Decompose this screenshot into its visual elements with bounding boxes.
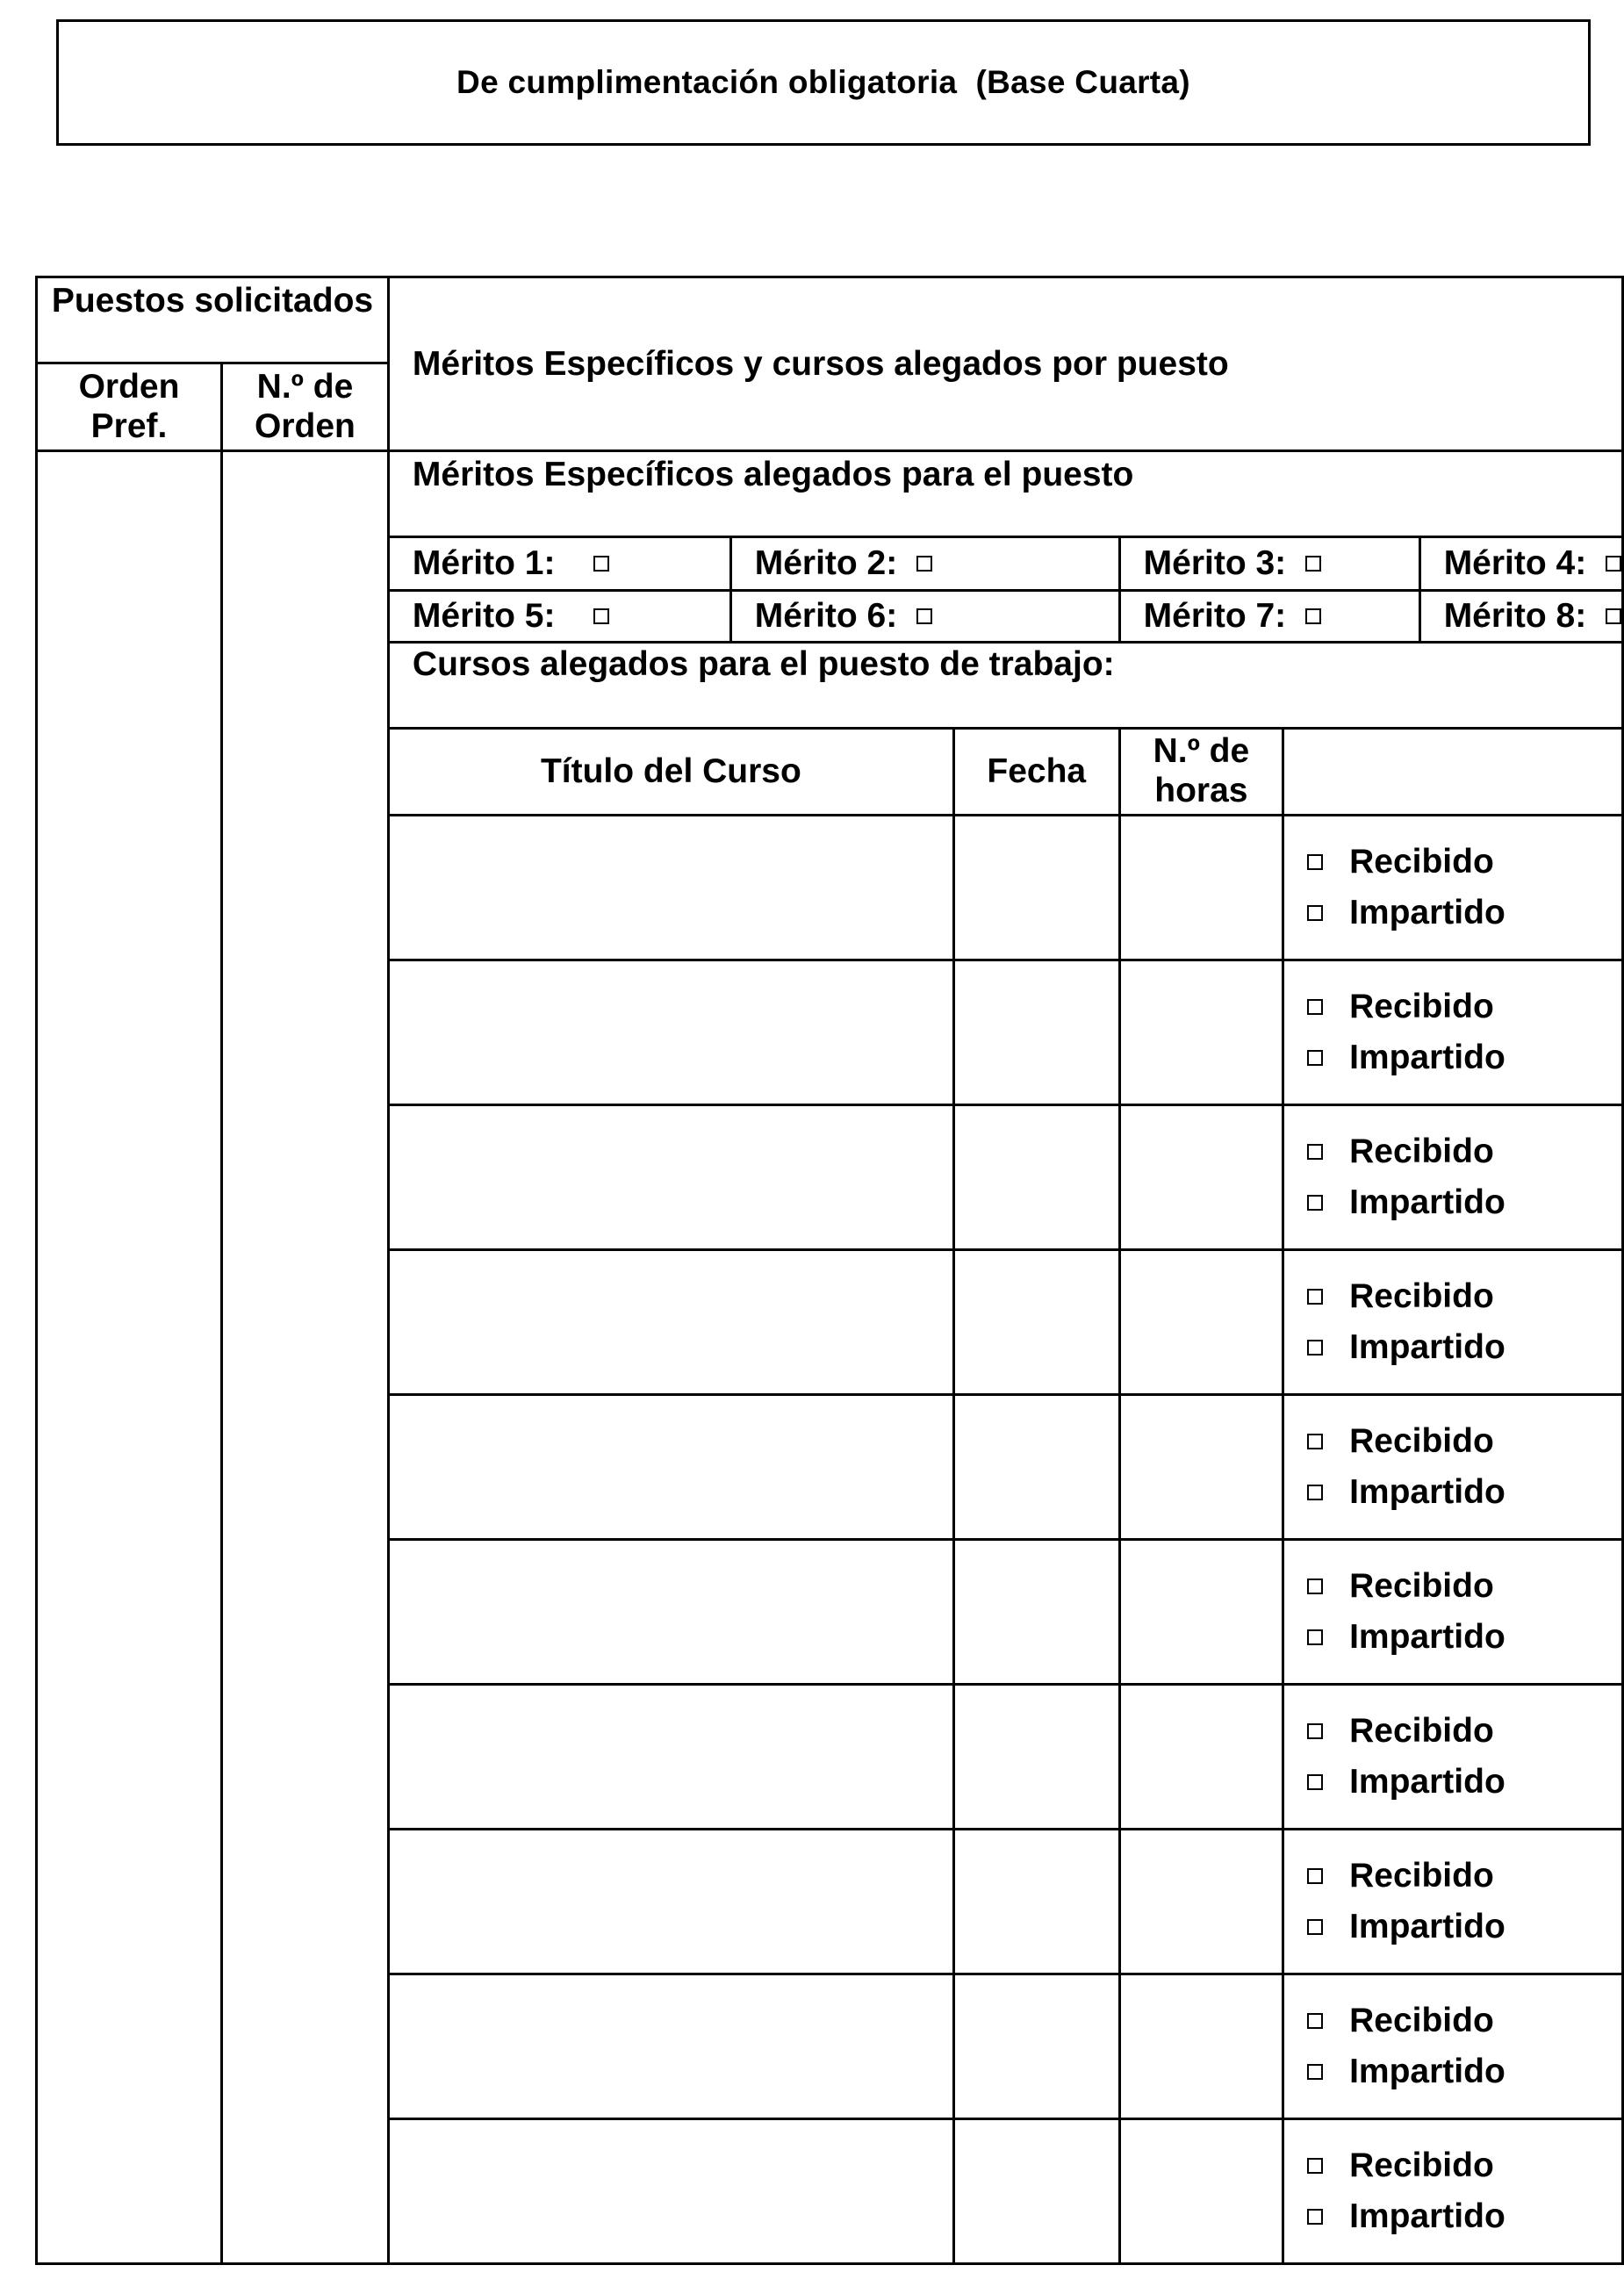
checkbox-icon[interactable] <box>1307 1289 1323 1305</box>
curso-tipo-options <box>1283 1685 1623 1830</box>
merit-item[interactable] <box>1119 537 1419 591</box>
curso-tipo-options <box>1283 2119 1623 2264</box>
col-horas-label-line1: N.º de <box>1153 732 1250 771</box>
recibido-label: Recibido <box>1349 1712 1494 1750</box>
curso-horas-input[interactable] <box>1119 1830 1283 1974</box>
curso-tipo-options <box>1283 1540 1623 1685</box>
recibido-label: Recibido <box>1349 1133 1494 1170</box>
curso-tipo-options <box>1283 1974 1623 2119</box>
merit-item[interactable] <box>388 537 730 591</box>
merit-item[interactable] <box>1419 537 1622 591</box>
merit-label: Mérito 7: <box>1143 597 1287 635</box>
curso-titulo-input[interactable] <box>388 1974 953 2119</box>
recibido-label: Recibido <box>1349 1567 1494 1605</box>
checkbox-icon[interactable] <box>1307 2013 1323 2029</box>
impartido-option[interactable] <box>1307 1757 1621 1808</box>
checkbox-icon[interactable] <box>1307 1485 1323 1500</box>
checkbox-icon[interactable] <box>1307 1919 1323 1935</box>
curso-fecha-input[interactable] <box>953 1830 1119 1974</box>
checkbox-icon[interactable] <box>1305 608 1321 624</box>
impartido-option[interactable] <box>1307 1902 1621 1952</box>
curso-tipo-options <box>1283 960 1623 1105</box>
merit-item[interactable] <box>730 591 1119 643</box>
curso-titulo-input[interactable] <box>388 1685 953 1830</box>
checkbox-icon[interactable] <box>1307 1144 1323 1160</box>
curso-tipo-options <box>1283 816 1623 960</box>
meritos-alegados-header <box>388 451 1622 537</box>
checkbox-icon[interactable] <box>1307 1629 1323 1645</box>
impartido-label: Impartido <box>1349 1473 1505 1511</box>
checkbox-icon[interactable] <box>1307 905 1323 921</box>
curso-titulo-input[interactable] <box>388 1540 953 1685</box>
checkbox-icon[interactable] <box>1307 2158 1323 2174</box>
merit-item[interactable] <box>730 537 1119 591</box>
impartido-label: Impartido <box>1349 894 1505 931</box>
impartido-label: Impartido <box>1349 1183 1505 1221</box>
curso-horas-input[interactable] <box>1119 1685 1283 1830</box>
orden-pref-label-line1: Orden <box>78 367 180 406</box>
recibido-option[interactable] <box>1307 837 1621 888</box>
curso-fecha-input[interactable] <box>953 1250 1119 1395</box>
checkbox-icon[interactable] <box>1307 1195 1323 1211</box>
puestos-solicitados-label: Puestos solicitados <box>51 282 374 320</box>
recibido-option[interactable] <box>1307 1996 1621 2046</box>
recibido-option[interactable] <box>1307 1561 1621 1612</box>
curso-fecha-input[interactable] <box>953 1395 1119 1540</box>
meritos-alegados-label: Méritos Específicos alegados para el puesto <box>412 456 1134 493</box>
merit-item[interactable] <box>388 591 730 643</box>
checkbox-icon[interactable] <box>1307 854 1323 870</box>
recibido-label: Recibido <box>1349 843 1494 881</box>
recibido-option[interactable] <box>1307 1271 1621 1322</box>
orden-pref-label-line2: Pref. <box>90 406 168 445</box>
impartido-option[interactable] <box>1307 1467 1621 1518</box>
checkbox-icon[interactable] <box>1307 2209 1323 2225</box>
checkbox-icon[interactable] <box>1307 1578 1323 1594</box>
checkbox-icon[interactable] <box>1307 1340 1323 1356</box>
checkbox-icon[interactable] <box>1305 556 1321 572</box>
impartido-option[interactable] <box>1307 888 1621 938</box>
recibido-label: Recibido <box>1349 1857 1494 1895</box>
checkbox-icon[interactable] <box>1307 1434 1323 1449</box>
recibido-option[interactable] <box>1307 1126 1621 1177</box>
orden-pref-input[interactable] <box>37 451 222 2264</box>
recibido-option[interactable] <box>1307 1416 1621 1467</box>
recibido-label: Recibido <box>1349 988 1494 1025</box>
impartido-label: Impartido <box>1349 1039 1505 1076</box>
n-orden-input[interactable] <box>222 451 389 2264</box>
curso-fecha-input[interactable] <box>953 1685 1119 1830</box>
checkbox-icon[interactable] <box>1307 1723 1323 1739</box>
curso-horas-input[interactable] <box>1119 1105 1283 1250</box>
curso-titulo-input[interactable] <box>388 1105 953 1250</box>
n-orden-label-line1: N.º de <box>256 367 354 406</box>
cursos-alegados-header <box>388 643 1622 729</box>
curso-horas-input[interactable] <box>1119 960 1283 1105</box>
merit-label: Mérito 1: <box>412 544 556 582</box>
col-titulo-label: Título del Curso <box>540 752 801 790</box>
col-tipo-header <box>1283 729 1623 816</box>
curso-horas-input[interactable] <box>1119 816 1283 960</box>
curso-tipo-options <box>1283 1830 1623 1974</box>
curso-fecha-input[interactable] <box>953 1540 1119 1685</box>
recibido-label: Recibido <box>1349 1422 1494 1460</box>
curso-horas-input[interactable] <box>1119 1974 1283 2119</box>
curso-titulo-input[interactable] <box>388 960 953 1105</box>
curso-fecha-input[interactable] <box>953 1105 1119 1250</box>
checkbox-icon[interactable] <box>916 608 932 624</box>
checkbox-icon[interactable] <box>593 556 609 572</box>
col-horas-label-line2: horas <box>1154 772 1248 809</box>
merit-label: Mérito 4: <box>1443 544 1587 582</box>
curso-horas-input[interactable] <box>1119 1395 1283 1540</box>
impartido-label: Impartido <box>1349 1763 1505 1801</box>
merit-label: Mérito 5: <box>412 597 556 635</box>
checkbox-icon[interactable] <box>1307 1050 1323 1066</box>
impartido-option[interactable] <box>1307 1032 1621 1083</box>
application-form-table <box>35 276 1624 2265</box>
impartido-option[interactable] <box>1307 2191 1621 2242</box>
curso-tipo-options <box>1283 1395 1623 1540</box>
checkbox-icon[interactable] <box>1307 999 1323 1015</box>
merit-label: Mérito 6: <box>754 597 898 635</box>
curso-horas-input[interactable] <box>1119 2119 1283 2264</box>
curso-horas-input[interactable] <box>1119 1540 1283 1685</box>
curso-titulo-input[interactable] <box>388 2119 953 2264</box>
curso-fecha-input[interactable] <box>953 2119 1119 2264</box>
impartido-option[interactable] <box>1307 1177 1621 1228</box>
header-box <box>56 19 1591 146</box>
puestos-solicitados-header <box>37 277 389 363</box>
recibido-label: Recibido <box>1349 1277 1494 1315</box>
impartido-label: Impartido <box>1349 2197 1505 2235</box>
col-fecha-label: Fecha <box>987 752 1087 790</box>
merit-item[interactable] <box>1119 591 1419 643</box>
meritos-cursos-label: Méritos Específicos y cursos alegados por puesto <box>412 344 1229 383</box>
curso-titulo-input[interactable] <box>388 1395 953 1540</box>
curso-titulo-input[interactable] <box>388 1830 953 1974</box>
col-titulo-header <box>388 729 953 816</box>
checkbox-icon[interactable] <box>1606 608 1621 624</box>
n-orden-header <box>222 363 389 451</box>
curso-tipo-options <box>1283 1105 1623 1250</box>
curso-fecha-input[interactable] <box>953 960 1119 1105</box>
impartido-label: Impartido <box>1349 1618 1505 1656</box>
merit-item[interactable] <box>1419 591 1622 643</box>
recibido-label: Recibido <box>1349 2147 1494 2184</box>
merit-label: Mérito 2: <box>754 544 898 582</box>
recibido-option[interactable] <box>1307 982 1621 1032</box>
checkbox-icon[interactable] <box>1307 2064 1323 2080</box>
recibido-option[interactable] <box>1307 2140 1621 2191</box>
orden-pref-header <box>37 363 222 451</box>
impartido-option[interactable] <box>1307 2046 1621 2097</box>
checkbox-icon[interactable] <box>1307 1774 1323 1790</box>
impartido-label: Impartido <box>1349 1908 1505 1945</box>
recibido-label: Recibido <box>1349 2002 1494 2039</box>
cursos-alegados-label: Cursos alegados para el puesto de trabajo: <box>412 645 1115 683</box>
curso-titulo-input[interactable] <box>388 816 953 960</box>
checkbox-icon[interactable] <box>916 556 932 572</box>
curso-tipo-options <box>1283 1250 1623 1395</box>
curso-titulo-input[interactable] <box>388 1250 953 1395</box>
checkbox-icon[interactable] <box>1606 556 1621 572</box>
impartido-label: Impartido <box>1349 1328 1505 1366</box>
impartido-label: Impartido <box>1349 2053 1505 2090</box>
col-horas-header <box>1119 729 1283 816</box>
recibido-option[interactable] <box>1307 1706 1621 1757</box>
curso-fecha-input[interactable] <box>953 816 1119 960</box>
col-fecha-header <box>953 729 1119 816</box>
page-title: De cumplimentación obligatoria (Base Cuarta) <box>456 64 1190 100</box>
checkbox-icon[interactable] <box>593 608 609 624</box>
recibido-option[interactable] <box>1307 1851 1621 1902</box>
n-orden-label-line2: Orden <box>255 406 356 445</box>
checkbox-icon[interactable] <box>1307 1868 1323 1884</box>
meritos-cursos-header <box>388 277 1622 451</box>
merit-label: Mérito 3: <box>1143 544 1287 582</box>
curso-fecha-input[interactable] <box>953 1974 1119 2119</box>
impartido-option[interactable] <box>1307 1322 1621 1373</box>
merit-label: Mérito 8: <box>1443 597 1587 635</box>
curso-horas-input[interactable] <box>1119 1250 1283 1395</box>
impartido-option[interactable] <box>1307 1612 1621 1663</box>
